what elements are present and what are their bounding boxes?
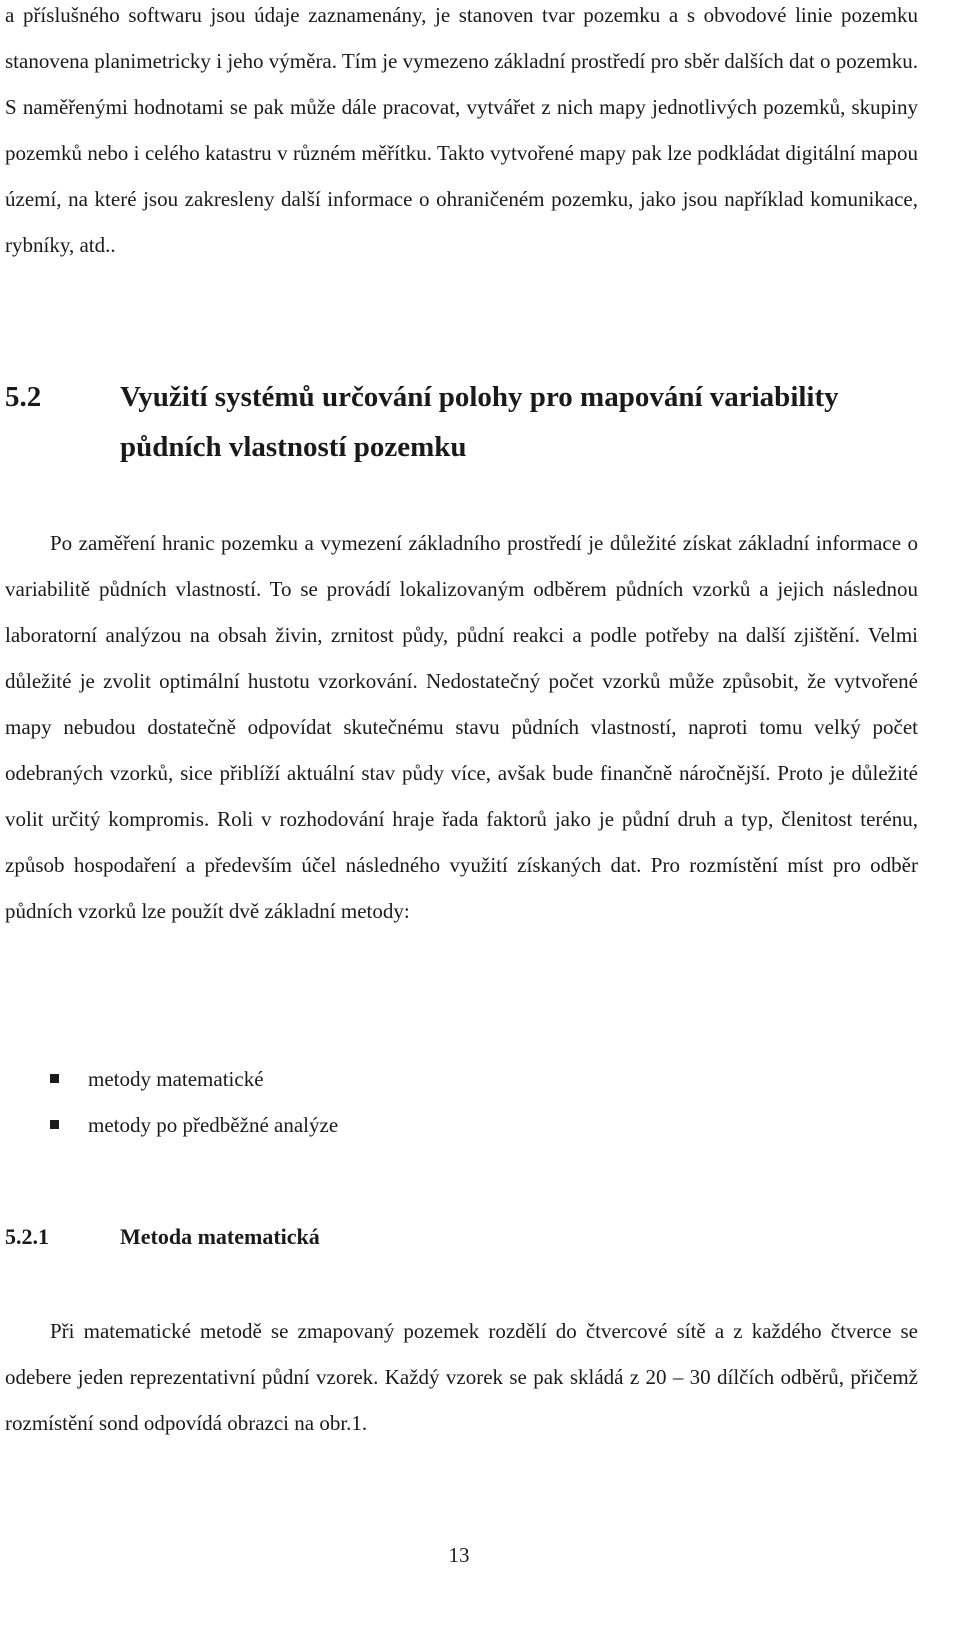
list-item-label: metody matematické (88, 1067, 264, 1091)
paragraph-sampling: Po zaměření hranic pozemku a vymezení základního prostředí je důležité získat základní informace o variabilitě půdních vlastností. To se provádí lokalizovaným odběrem půdních vzorků a jejich následnou laboratorní analýzou na obsah živin, zrnitost půdy, půdní reakci a podle potřeby na další zjištění. Velmi důležité je zvolit optimální hustotu vzorkování. Nedostatečný počet vzorků může způsobit, že vytvořené mapy nebudou dostatečně odpovídat skutečnému stavu půdních vlastností, naproti tomu velký počet odebraných vzorků, sice přiblíží aktuální stav půdy více, avšak bude finančně náročnější. Proto je důležité volit určitý kompromis. Roli v rozhodování hraje řada faktorů jako je půdní druh a typ, členitost terénu, způsob hospodaření a především účel následného využití získaných dat. Pro rozmístění míst pro odběr půdních vzorků lze použít dvě základní metody: (5, 531, 918, 923)
page-number: 13 (448, 1543, 470, 1567)
subsection-heading-5-2-1 (5, 1214, 918, 1260)
section-body (5, 520, 918, 934)
paragraph-method: Při matematické metodě se zmapovaný pozemek rozdělí do čtvercové sítě a z každého čtverce se odebere jeden reprezentativní půdní vzorek. Každý vzorek se pak skládá z 20 – 30 dílčích odběrů, přičemž rozmístění sond odpovídá obrazci na obr.1. (5, 1319, 918, 1435)
list-item (50, 1102, 338, 1148)
methods-list (50, 1056, 338, 1148)
section-heading-5-2 (5, 372, 918, 472)
list-item-label: metody po předběžné analýze (88, 1113, 339, 1137)
section-number: 5.2 (5, 381, 42, 413)
square-bullet-icon (50, 1120, 59, 1129)
subsection-number: 5.2.1 (5, 1224, 49, 1249)
paragraph-intro: a příslušného softwaru jsou údaje zaznamenány, je stanoven tvar pozemku a s obvodové linie pozemku stanovena planimetricky i jeho výměra. Tím je vymezeno základní prostředí pro sběr dalších dat o pozemku. S naměřenými hodnotami se pak může dále pracovat, vytvářet z nich mapy jednotlivých pozemků, skupiny pozemků nebo i celého katastru v různém měřítku. Takto vytvořené mapy pak lze podkládat digitální mapou území, na které jsou zakresleny další informace o ohraničeném pozemku, jako jsou například komunikace, rybníky, atd.. (5, 3, 918, 257)
page-body (5, 0, 918, 268)
square-bullet-icon (50, 1074, 59, 1083)
list-item (50, 1056, 338, 1102)
subsection-body (5, 1308, 918, 1446)
subsection-title: Metoda matematická (120, 1224, 320, 1249)
section-title: Využití systémů určování polohy pro mapování variability půdních vlastností pozemku (120, 381, 839, 463)
